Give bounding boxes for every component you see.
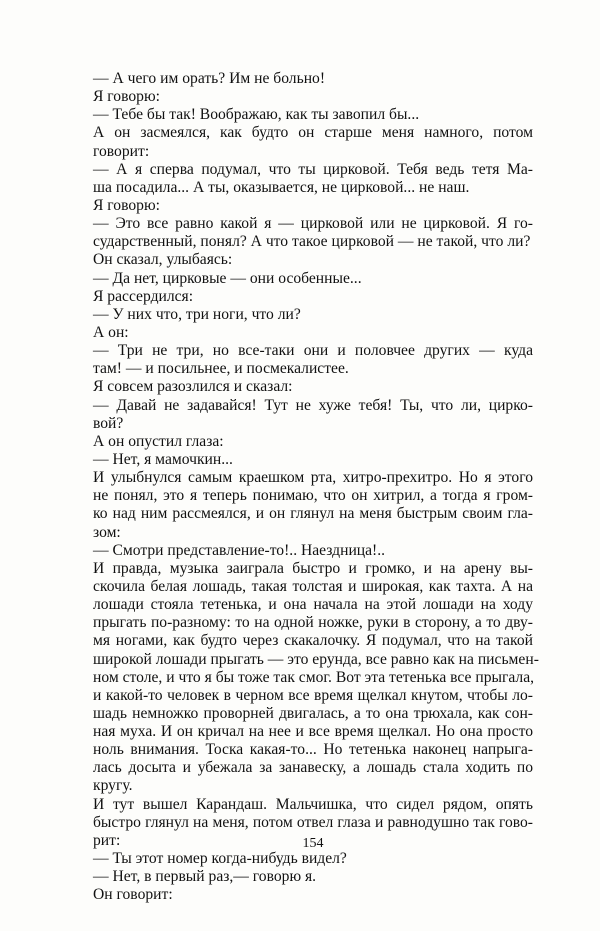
text-line: И правда, музыка заиграла быстро и громко, и на арену вы- bbox=[93, 559, 533, 577]
text-line: — Ты этот номер когда-нибудь видел? bbox=[93, 850, 347, 868]
text-line: ноль внимания. Тоска какая-то... Но тетенька наконец напрыга- bbox=[93, 741, 533, 759]
text-line: лошади стояла тетенька, и она начала на этой лошади на ходу bbox=[93, 596, 533, 614]
text-line: не понял, это я теперь понимаю, что он хитрил, а тогда я гром- bbox=[93, 487, 533, 505]
text-line: прыгать по-разному: то на одной ножке, руки в сторону, а то дву- bbox=[93, 614, 533, 632]
page-number: 154 bbox=[302, 836, 324, 851]
text-line: Я совсем разозлился и сказал: bbox=[93, 378, 293, 396]
text-line: — Да нет, цирковые — они особенные... bbox=[93, 269, 362, 287]
text-line: — Это все равно какой я — цирковой или не цирковой. Я го- bbox=[93, 215, 533, 233]
text-line: — Давай не задавайся! Тут не хуже тебя! Ты, что ли, цирко- bbox=[93, 396, 533, 414]
text-line: там! — и посильнее, и посмекалистее. bbox=[93, 360, 349, 378]
text-line: Он сказал, улыбаясь: bbox=[93, 251, 233, 269]
text-line: сударственный, понял? А что такое цирковой — не такой, что ли? bbox=[93, 233, 531, 251]
text-line: И тут вышел Карандаш. Мальчишка, что сидел рядом, опять bbox=[93, 795, 533, 813]
text-line: А он засмеялся, как будто он старше меня намного, потом bbox=[93, 124, 533, 142]
text-line: и какой-то человек в черном все время щелкал кнутом, чтобы ло- bbox=[93, 686, 533, 704]
text-line: говорит: bbox=[93, 142, 150, 160]
text-line: — У них что, три ноги, что ли? bbox=[93, 305, 301, 323]
text-line: рит: bbox=[93, 831, 121, 849]
text-line: — А чего им орать? Им не больно! bbox=[93, 70, 326, 87]
text-line: лась досыта и убежала за занавеску, а лошадь стала ходить по bbox=[93, 759, 533, 777]
text-line: И улыбнулся самым краешком рта, хитро-прехитро. Но я этого bbox=[93, 469, 533, 487]
text-line: ном столе, и что я бы тоже так смог. Вот эта тетенька все прыгала, bbox=[93, 668, 535, 686]
text-line: мя ногами, как будто через скакалочку. Я подумал, что на такой bbox=[93, 632, 533, 650]
text-line: шадь немножко проворней двигалась, а то она трюхала, как сон- bbox=[93, 704, 533, 722]
text-line: Он говорит: bbox=[93, 886, 173, 904]
text-line: ша посадила... А ты, оказывается, не цирковой... не наш. bbox=[93, 178, 470, 196]
text-line: — Нет, в первый раз,— говорю я. bbox=[93, 868, 317, 886]
text-line: — Смотри представление-то!.. Наездница!.. bbox=[93, 541, 386, 559]
text-line: скочила белая лошадь, такая толстая и широкая, как тахта. А на bbox=[93, 577, 533, 595]
text-line: — А я сперва подумал, что ты цирковой. Тебя ведь тетя Ма- bbox=[93, 160, 533, 178]
text-line: вой? bbox=[93, 414, 124, 432]
body-text bbox=[93, 70, 539, 904]
text-line: ко над ним рассмеялся, и он глянул на меня быстрым своим гла- bbox=[93, 505, 533, 523]
text-line: А он опустил глаза: bbox=[93, 432, 224, 450]
text-line: — Тебе бы так! Воображаю, как ты завопил бы... bbox=[93, 106, 420, 124]
text-line: А он: bbox=[93, 323, 129, 341]
text-line: зом: bbox=[93, 523, 121, 541]
text-line: — Три не три, но все-таки они и половчее других — куда bbox=[93, 342, 533, 360]
text-line: быстро глянул на меня, потом отвел глаза и равнодушно так гово- bbox=[93, 813, 533, 831]
text-line: ная муха. И он кричал на нее и все время щелкал. Но она просто bbox=[93, 723, 533, 741]
text-line: кругу. bbox=[93, 777, 133, 795]
text-line: широкой лошади прыгать — это ерунда, все равно как на письмен- bbox=[93, 650, 539, 668]
text-line: Я говорю: bbox=[93, 88, 160, 106]
text-line: — Нет, я мамочкин... bbox=[93, 450, 233, 468]
text-line: Я рассердился: bbox=[93, 287, 194, 305]
text-line: Я говорю: bbox=[93, 196, 160, 214]
